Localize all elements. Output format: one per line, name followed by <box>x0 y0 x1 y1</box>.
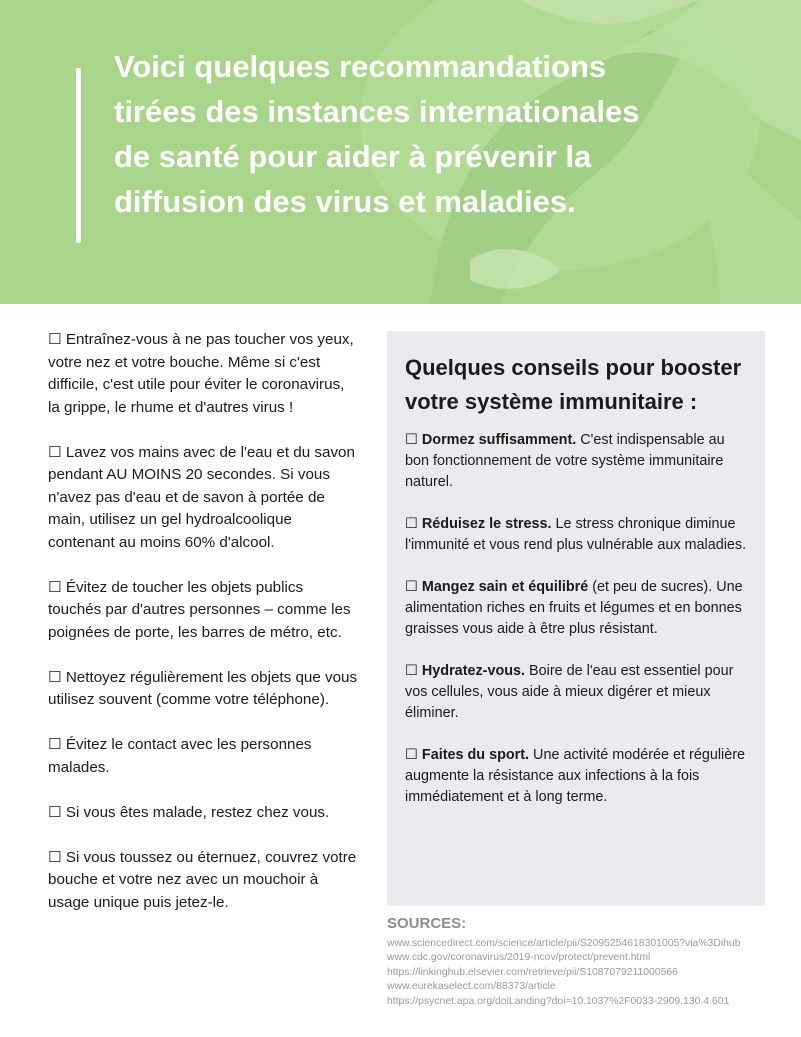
list-item: ☐ Entraînez-vous à ne pas toucher vos yeux, votre nez et votre bouche. Même si c'est difficile, c'est utile pour éviter le coronavirus, la grippe, le rhume et d'autres virus ! <box>48 331 354 416</box>
source-link[interactable]: www.cdc.gov/coronavirus/2019-ncov/protect/prevent.html <box>387 952 651 964</box>
source-link[interactable]: www.sciencedirect.com/science/article/pii/S2095254618301005?via%3Dihub <box>387 938 741 949</box>
source-link[interactable]: https://psycnet.apa.org/doiLanding?doi=10.1037%2F0033-2909.130.4.601 <box>387 995 730 1007</box>
tip-text: (et peu de sucres). Une alimentation riches en fruits et légumes et en bonnes graisses vous aide à être plus résistant. <box>405 579 743 637</box>
sources-section <box>387 914 787 1009</box>
list-item <box>405 430 747 493</box>
immunity-tips-box <box>387 331 765 906</box>
source-link[interactable]: https://linkinghub.elsevier.com/retrieve/pii/S1087079211000566 <box>387 966 678 978</box>
tip-heading: ☐ Mangez sain et équilibré <box>405 579 589 595</box>
page-title: Voici quelques recommandations tirées des instances internationales de santé pour aider à prévenir la diffusion des virus et maladies. <box>114 49 640 219</box>
list-item <box>405 661 747 724</box>
tip-text: Une activité modérée et régulière augmente la résistance aux infections à la fois immédiatement et à long terme. <box>405 747 746 805</box>
list-item <box>405 514 747 556</box>
tip-text: C'est indispensable au bon fonctionnement de votre système immunitaire naturel. <box>405 432 725 490</box>
list-item: ☐ Évitez le contact avec les personnes malades. <box>48 736 312 776</box>
source-link[interactable]: www.eurekaselect.com/88373/article <box>387 981 556 993</box>
tip-heading: ☐ Dormez suffisamment. <box>405 432 577 448</box>
tip-text: Boire de l'eau est essentiel pour vos cellules, vous aide à mieux digérer et mieux éliminer. <box>405 663 734 721</box>
sources-list <box>387 937 787 1009</box>
sources-title: SOURCES: <box>387 915 467 932</box>
list-item: ☐ Lavez vos mains avec de l'eau et du savon pendant AU MOINS 20 secondes. Si vous n'avez pas d'eau et de savon à portée de main, utilisez un gel hydroalcoolique contenant au moins 60% d'alcool. <box>48 443 355 551</box>
recommendations-list <box>48 329 360 937</box>
tip-heading: ☐ Hydratez-vous. <box>405 663 526 679</box>
list-item: ☐ Nettoyez régulièrement les objets que vous utilisez souvent (comme votre téléphone). <box>48 668 358 708</box>
list-item <box>405 745 747 808</box>
list-item: ☐ Si vous toussez ou éternuez, couvrez votre bouche et votre nez avec un mouchoir à usage unique puis jetez-le. <box>48 848 357 911</box>
list-item <box>405 577 747 640</box>
list-item: ☐ Évitez de toucher les objets publics touchés par d'autres personnes – comme les poignées de porte, les barres de métro, etc. <box>48 578 351 641</box>
tips-title: Quelques conseils pour booster votre système immunitaire : <box>405 355 742 414</box>
tip-text: Le stress chronique diminue l'immunité et vous rend plus vulnérable aux maladies. <box>405 516 747 553</box>
quote-accent-bar <box>76 68 81 243</box>
header-banner <box>0 0 801 304</box>
tip-heading: ☐ Faites du sport. <box>405 747 530 763</box>
tip-heading: ☐ Réduisez le stress. <box>405 516 552 532</box>
list-item: ☐ Si vous êtes malade, restez chez vous. <box>48 803 330 821</box>
